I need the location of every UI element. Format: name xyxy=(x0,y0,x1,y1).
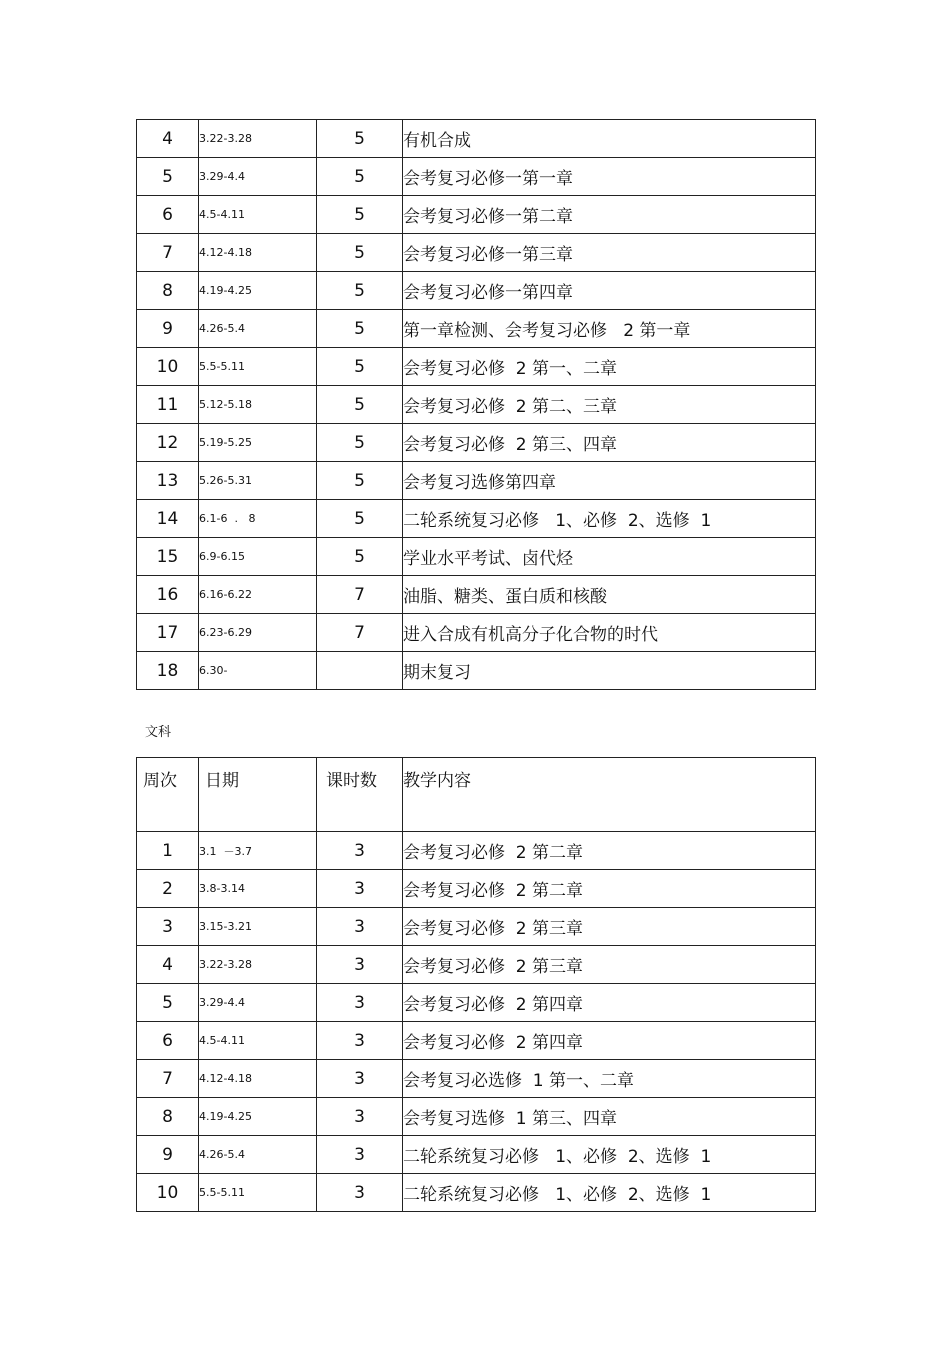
table-row xyxy=(137,652,816,690)
hours-cell: 3 xyxy=(317,832,403,870)
hours-cell: 5 xyxy=(317,462,403,500)
content-cell: 会考复习选修 1 第三、四章 xyxy=(403,1098,816,1136)
content-cell: 会考复习必修 2 第四章 xyxy=(403,984,816,1022)
table-row xyxy=(137,310,816,348)
hours-cell: 3 xyxy=(317,1136,403,1174)
content-cell: 二轮系统复习必修 1、必修 2、选修 1 xyxy=(403,1174,816,1212)
date-cell: 3.29-4.4 xyxy=(199,984,317,1022)
table-row xyxy=(137,386,816,424)
week-cell: 12 xyxy=(137,424,199,462)
table-row xyxy=(137,1060,816,1098)
week-cell: 1 xyxy=(137,832,199,870)
week-cell: 5 xyxy=(137,984,199,1022)
content-cell: 会考复习必修一第四章 xyxy=(403,272,816,310)
date-cell: 6.1-6 . 8 xyxy=(199,500,317,538)
content-cell: 会考复习必修 2 第二章 xyxy=(403,832,816,870)
week-cell: 7 xyxy=(137,1060,199,1098)
hours-cell: 5 xyxy=(317,424,403,462)
date-cell: 4.19-4.25 xyxy=(199,1098,317,1136)
date-cell: 5.26-5.31 xyxy=(199,462,317,500)
header-hours: 课时数 xyxy=(317,758,403,832)
date-cell: 4.12-4.18 xyxy=(199,234,317,272)
hours-cell: 3 xyxy=(317,908,403,946)
date-cell: 6.9-6.15 xyxy=(199,538,317,576)
table-row xyxy=(137,538,816,576)
content-cell: 第一章检测、会考复习必修 2 第一章 xyxy=(403,310,816,348)
hours-cell: 5 xyxy=(317,386,403,424)
date-cell: 3.29-4.4 xyxy=(199,158,317,196)
science-table-body xyxy=(137,120,816,690)
table-row xyxy=(137,1174,816,1212)
week-cell: 18 xyxy=(137,652,199,690)
content-cell: 油脂、糖类、蛋白质和核酸 xyxy=(403,576,816,614)
content-cell: 会考复习必修 2 第一、二章 xyxy=(403,348,816,386)
table-row xyxy=(137,424,816,462)
week-cell: 7 xyxy=(137,234,199,272)
content-cell: 会考复习必修一第一章 xyxy=(403,158,816,196)
content-cell: 会考复习必修 2 第三章 xyxy=(403,908,816,946)
week-cell: 10 xyxy=(137,1174,199,1212)
date-cell: 6.30- xyxy=(199,652,317,690)
date-cell: 5.19-5.25 xyxy=(199,424,317,462)
week-cell: 3 xyxy=(137,908,199,946)
hours-cell: 5 xyxy=(317,500,403,538)
content-cell: 二轮系统复习必修 1、必修 2、选修 1 xyxy=(403,500,816,538)
content-cell: 会考复习必修 2 第四章 xyxy=(403,1022,816,1060)
arts-section-label: 文科 xyxy=(145,725,172,740)
content-cell: 有机合成 xyxy=(403,120,816,158)
hours-cell: 3 xyxy=(317,1098,403,1136)
hours-cell: 5 xyxy=(317,234,403,272)
hours-cell: 5 xyxy=(317,538,403,576)
table-row xyxy=(137,832,816,870)
content-cell: 会考复习必修 2 第三章 xyxy=(403,946,816,984)
date-cell: 3.22-3.28 xyxy=(199,120,317,158)
content-cell: 会考复习必修 2 第三、四章 xyxy=(403,424,816,462)
table-row xyxy=(137,576,816,614)
week-cell: 8 xyxy=(137,1098,199,1136)
hours-cell: 5 xyxy=(317,158,403,196)
content-cell: 会考复习必修 2 第二、三章 xyxy=(403,386,816,424)
arts-table-body xyxy=(137,758,816,1212)
date-cell: 5.5-5.11 xyxy=(199,348,317,386)
hours-cell: 5 xyxy=(317,310,403,348)
table-row xyxy=(137,1136,816,1174)
table-row xyxy=(137,500,816,538)
content-cell: 学业水平考试、卤代烃 xyxy=(403,538,816,576)
week-cell: 13 xyxy=(137,462,199,500)
week-cell: 15 xyxy=(137,538,199,576)
date-cell: 3.22-3.28 xyxy=(199,946,317,984)
hours-cell: 3 xyxy=(317,946,403,984)
hours-cell xyxy=(317,652,403,690)
table-row xyxy=(137,908,816,946)
hours-cell: 5 xyxy=(317,272,403,310)
table-row xyxy=(137,158,816,196)
date-cell: 6.23-6.29 xyxy=(199,614,317,652)
header-week: 周次 xyxy=(137,758,199,832)
week-cell: 8 xyxy=(137,272,199,310)
table-row xyxy=(137,984,816,1022)
table-row xyxy=(137,614,816,652)
content-cell: 进入合成有机高分子化合物的时代 xyxy=(403,614,816,652)
week-cell: 9 xyxy=(137,1136,199,1174)
date-cell: 4.5-4.11 xyxy=(199,196,317,234)
hours-cell: 3 xyxy=(317,1174,403,1212)
table-row xyxy=(137,1022,816,1060)
week-cell: 6 xyxy=(137,1022,199,1060)
content-cell: 会考复习必修一第三章 xyxy=(403,234,816,272)
hours-cell: 5 xyxy=(317,348,403,386)
date-cell: 4.19-4.25 xyxy=(199,272,317,310)
table-row xyxy=(137,120,816,158)
week-cell: 4 xyxy=(137,946,199,984)
header-content: 教学内容 xyxy=(403,758,816,832)
hours-cell: 3 xyxy=(317,984,403,1022)
table-row xyxy=(137,196,816,234)
science-schedule-table xyxy=(136,119,816,690)
hours-cell: 5 xyxy=(317,196,403,234)
date-cell: 3.15-3.21 xyxy=(199,908,317,946)
header-date: 日期 xyxy=(199,758,317,832)
date-cell: 3.1 －3.7 xyxy=(199,832,317,870)
week-cell: 5 xyxy=(137,158,199,196)
hours-cell: 3 xyxy=(317,1022,403,1060)
hours-cell: 5 xyxy=(317,120,403,158)
table-row xyxy=(137,348,816,386)
week-cell: 9 xyxy=(137,310,199,348)
table-row xyxy=(137,462,816,500)
date-cell: 5.5-5.11 xyxy=(199,1174,317,1212)
table-row xyxy=(137,1098,816,1136)
date-cell: 5.12-5.18 xyxy=(199,386,317,424)
content-cell: 会考复习选修第四章 xyxy=(403,462,816,500)
table-row xyxy=(137,946,816,984)
week-cell: 2 xyxy=(137,870,199,908)
date-cell: 6.16-6.22 xyxy=(199,576,317,614)
table-row xyxy=(137,234,816,272)
week-cell: 11 xyxy=(137,386,199,424)
hours-cell: 3 xyxy=(317,870,403,908)
hours-cell: 7 xyxy=(317,576,403,614)
table-row xyxy=(137,870,816,908)
week-cell: 6 xyxy=(137,196,199,234)
content-cell: 期末复习 xyxy=(403,652,816,690)
hours-cell: 3 xyxy=(317,1060,403,1098)
date-cell: 4.26-5.4 xyxy=(199,1136,317,1174)
content-cell: 会考复习必选修 1 第一、二章 xyxy=(403,1060,816,1098)
date-cell: 4.12-4.18 xyxy=(199,1060,317,1098)
content-cell: 会考复习必修一第二章 xyxy=(403,196,816,234)
hours-cell: 7 xyxy=(317,614,403,652)
week-cell: 10 xyxy=(137,348,199,386)
table-row xyxy=(137,272,816,310)
date-cell: 4.5-4.11 xyxy=(199,1022,317,1060)
week-cell: 4 xyxy=(137,120,199,158)
table-header-row xyxy=(137,758,816,832)
arts-schedule-table xyxy=(136,757,816,1212)
week-cell: 14 xyxy=(137,500,199,538)
content-cell: 二轮系统复习必修 1、必修 2、选修 1 xyxy=(403,1136,816,1174)
week-cell: 16 xyxy=(137,576,199,614)
content-cell: 会考复习必修 2 第二章 xyxy=(403,870,816,908)
date-cell: 4.26-5.4 xyxy=(199,310,317,348)
week-cell: 17 xyxy=(137,614,199,652)
date-cell: 3.8-3.14 xyxy=(199,870,317,908)
